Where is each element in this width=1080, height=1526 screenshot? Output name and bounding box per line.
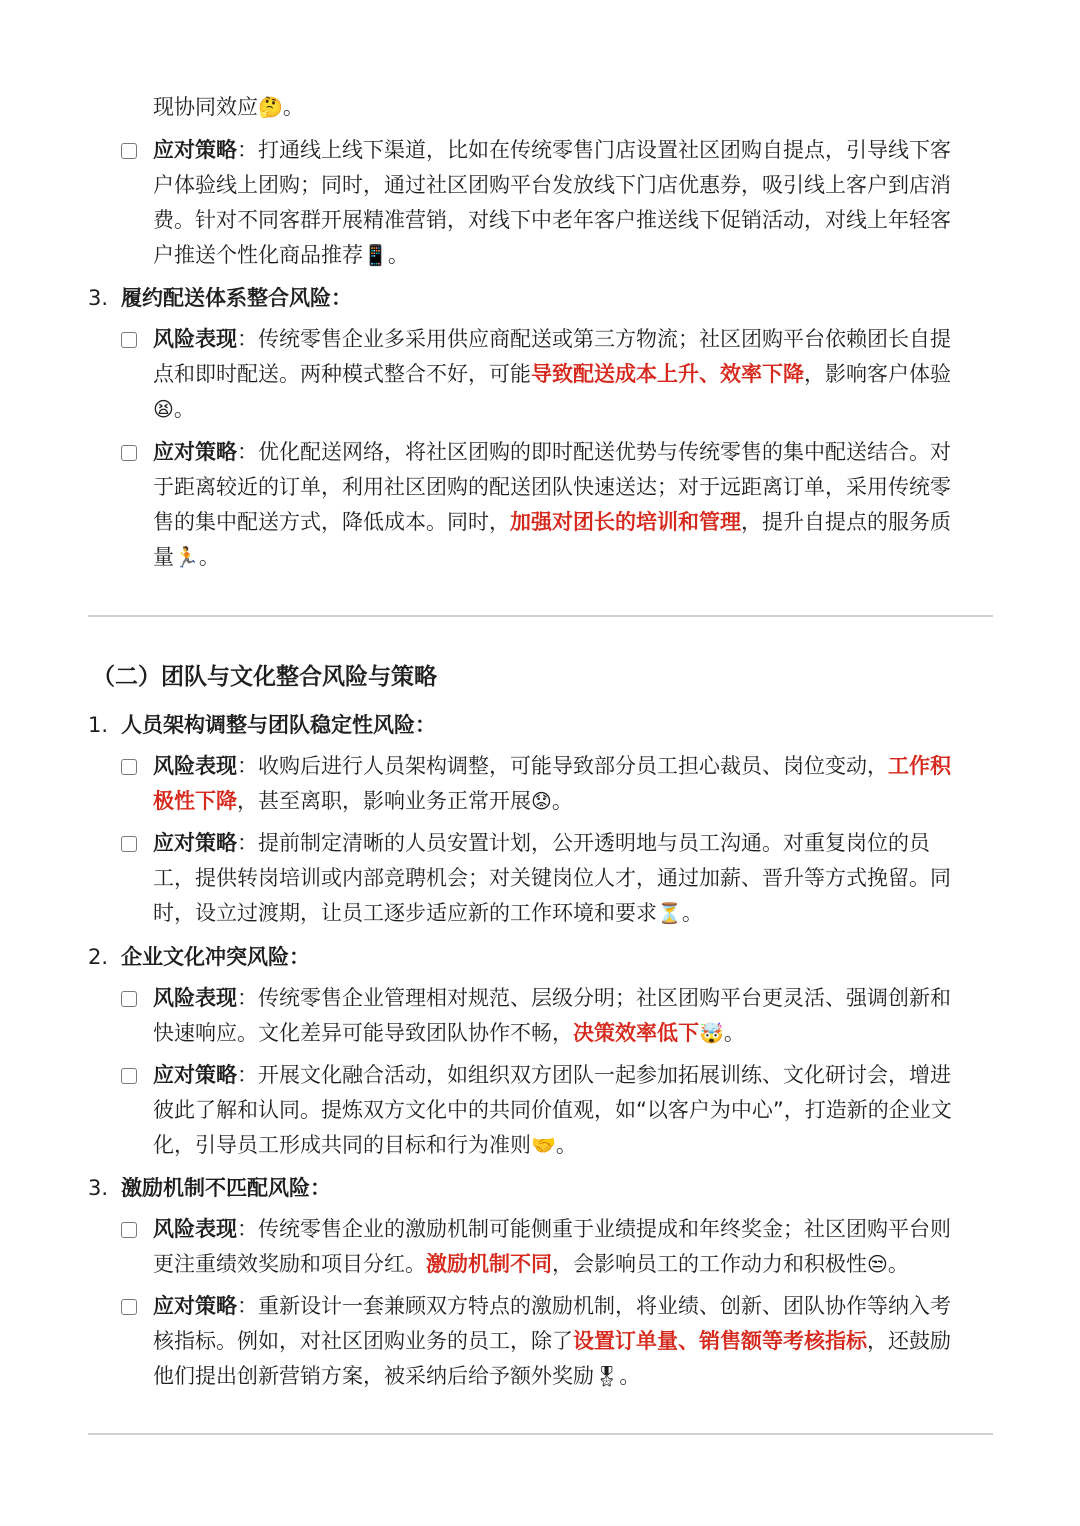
risk-highlight: 决策效率低下 (573, 1021, 699, 1045)
item-number: 3. (88, 286, 109, 310)
risk-highlight: 激励机制不同 (426, 1252, 552, 1276)
checkbox[interactable] (121, 836, 137, 852)
strategy-text-2: ，提升自提点的服务质量 (153, 510, 951, 569)
checkbox[interactable] (121, 759, 137, 775)
strategy-text: ：开展文化融合活动，如组织双方团队一起参加拓展训练、文化研讨会，增进彼此了解和认同。提炼双方文化中的共同价值观，如“以客户为中心”，打造新的企业文化，引导员工形成共同的目标和行为准则 (153, 1063, 952, 1157)
item-title (121, 281, 352, 316)
handshake-emoji-icon: 🤝 (531, 1133, 556, 1157)
item-number: 3. (88, 1176, 109, 1200)
medal-emoji-icon: 🎖 (594, 1364, 620, 1388)
strategy-label: 应对策略 (153, 831, 237, 855)
strategy-text: ：优化配送网络，将社区团购的即时配送优势与传统零售的集中配送结合。对于距离较近的订单，利用社区团购的配送团队快速送达；对于远距离订单，采用传统零售的集中配送方式，降低成本。同时， (153, 440, 951, 534)
checkbox[interactable] (121, 1299, 137, 1315)
risk-text: ：传统零售企业管理相对规范、层级分明；社区团购平台更灵活、强调创新和快速响应。文化差异可能导致团队协作不畅， (153, 986, 951, 1045)
item-title-colon: ： (310, 1176, 331, 1200)
strategy-label: 应对策略 (153, 1063, 237, 1087)
phone-emoji-icon: 📱 (363, 243, 388, 267)
risk-label: 风险表现 (153, 754, 237, 778)
item-title-text: 履约配送体系整合风险 (121, 286, 331, 310)
thinking-emoji-icon: 🤔 (258, 95, 283, 119)
risk-label: 风险表现 (153, 327, 237, 351)
hourglass-emoji-icon: ⏳ (657, 901, 682, 925)
strategy-paragraph (153, 133, 968, 273)
strategy-text: ：打通线上线下渠道，比如在传统零售门店设置社区团购自提点，引导线下客户体验线上团购；同时，通过社区团购平台发放线下门店优惠券，吸引线上客户到店消费。针对不同客群开展精准营销，对线下中老年客户推送线下促销活动，对线上年轻客户推送个性化商品推荐 (153, 138, 951, 267)
risk-end: 。 (887, 1252, 909, 1276)
risk-highlight: 工作积极性下降 (153, 754, 951, 813)
unamused-face-emoji-icon: 😒 (867, 1252, 888, 1276)
risk-text: ：收购后进行人员架构调整，可能导致部分员工担心裁员、岗位变动， (237, 754, 888, 778)
strategy-highlight: 加强对团长的培训和管理 (510, 510, 741, 534)
divider (88, 1433, 993, 1435)
risk-text: ：传统零售企业的激励机制可能侧重于业绩提成和年终奖金；社区团购平台则更注重绩效奖励和项目分红。 (153, 1217, 951, 1276)
running-person-emoji-icon: 🏃 (174, 545, 199, 569)
strategy-label: 应对策略 (153, 1294, 237, 1318)
section-heading: （二）团队与文化整合风险与策略 (92, 664, 437, 690)
item-number: 1. (88, 713, 109, 737)
item-number: 2. (88, 945, 109, 969)
strategy-end: 。 (619, 1364, 641, 1388)
checkbox[interactable] (121, 1068, 137, 1084)
checkbox[interactable] (121, 143, 137, 159)
risk-paragraph (153, 1212, 968, 1282)
risk-end: 。 (551, 789, 573, 813)
risk-paragraph (153, 749, 968, 819)
risk-end: 。 (173, 397, 195, 421)
risk-label: 风险表现 (153, 986, 237, 1010)
strategy-paragraph (153, 826, 968, 931)
checkbox[interactable] (121, 332, 137, 348)
item-title-text: 激励机制不匹配风险 (121, 1176, 310, 1200)
strategy-end: 。 (387, 243, 409, 267)
exploding-head-emoji-icon: 🤯 (699, 1021, 724, 1045)
risk-end: 。 (723, 1021, 745, 1045)
strategy-end: 。 (681, 901, 703, 925)
strategy-paragraph (153, 1289, 968, 1394)
risk-label: 风险表现 (153, 1217, 237, 1241)
strategy-text-2: ，还鼓励他们提出创新营销方案，被采纳后给予额外奖励 (153, 1329, 951, 1388)
fragment-text: 现协同效应 (153, 95, 258, 119)
strategy-paragraph (153, 1058, 968, 1163)
strategy-text: ：提前制定清晰的人员安置计划，公开透明地与员工沟通。对重复岗位的员工，提供转岗培训或内部竞聘机会；对关键岗位人才，通过加薪、晋升等方式挽留。同时，设立过渡期，让员工逐步适应新的工作环境和要求 (153, 831, 951, 925)
checkbox[interactable] (121, 991, 137, 1007)
risk-paragraph (153, 322, 968, 427)
strategy-text: ：重新设计一套兼顾双方特点的激励机制，将业绩、创新、团队协作等纳入考核指标。例如，对社区团购业务的员工，除了 (153, 1294, 951, 1353)
item-title-colon: ： (289, 945, 310, 969)
strategy-label: 应对策略 (153, 138, 237, 162)
risk-text-2: ，会影响员工的工作动力和积极性 (552, 1252, 867, 1276)
risk-highlight: 导致配送成本上升、效率下降 (531, 362, 804, 386)
divider (88, 615, 993, 617)
item-title-text: 人员架构调整与团队稳定性风险 (121, 713, 415, 737)
strategy-paragraph (153, 435, 968, 575)
item-title-colon: ： (415, 713, 436, 737)
item-title (121, 708, 436, 743)
checkbox[interactable] (121, 1222, 137, 1238)
strategy-label: 应对策略 (153, 440, 237, 464)
tired-face-emoji-icon: 😫 (153, 397, 174, 421)
strategy-end: 。 (198, 545, 220, 569)
fragment-end: 。 (282, 95, 304, 119)
paragraph-fragment (153, 90, 968, 125)
item-title (121, 1171, 331, 1206)
item-title (121, 940, 310, 975)
risk-text-2: ，甚至离职，影响业务正常开展 (237, 789, 531, 813)
risk-paragraph (153, 981, 968, 1051)
strategy-highlight: 设置订单量、销售额等考核指标 (573, 1329, 867, 1353)
risk-text: ：传统零售企业多采用供应商配送或第三方物流；社区团购平台依赖团长自提点和即时配送。两种模式整合不好，可能 (153, 327, 951, 386)
worried-face-emoji-icon: 😟 (531, 789, 552, 813)
checkbox[interactable] (121, 445, 137, 461)
risk-text-2: ，影响客户体验 (804, 362, 951, 386)
strategy-end: 。 (555, 1133, 577, 1157)
item-title-colon: ： (331, 286, 352, 310)
item-title-text: 企业文化冲突风险 (121, 945, 289, 969)
